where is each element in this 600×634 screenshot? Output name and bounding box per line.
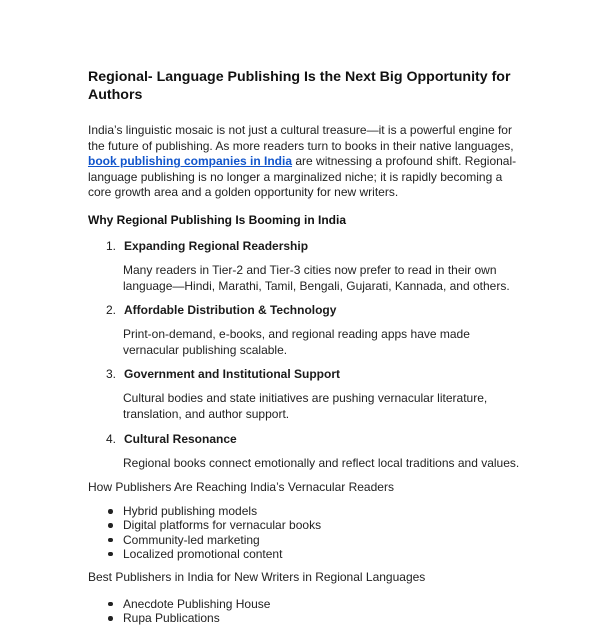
document-title: Regional- Language Publishing Is the Next Big Opportunity for Authors [88,69,511,103]
section1-heading: Why Regional Publishing Is Booming in India [88,212,346,227]
intro-paragraph [88,123,528,201]
list-item [88,547,528,561]
list-item-text: Hybrid publishing models [123,504,258,519]
section3-heading: Best Publishers in India for New Writers in Regional Languages [88,569,426,584]
book-publishing-link[interactable]: book publishing companies in India [88,154,293,169]
intro-text-before: India’s linguistic mosaic is not just a cultural treasure—it is a powerful engine for the future of publishing. As more readers turn to books in their native languages, [88,123,514,153]
reasons-list [88,239,528,471]
bullet-icon [88,547,123,561]
item-title: Cultural Resonance [124,431,237,446]
item-description: Many readers in Tier-2 and Tier-3 cities now prefer to read in their own language—Hindi, Marathi, Tamil, Bengali, Gujarati, Kannada, and others. [123,262,510,293]
list-item [88,611,528,625]
document-page [88,68,528,634]
item-title: Government and Institutional Support [124,367,340,382]
list-item [88,518,528,532]
list-item [88,303,528,358]
item-title: Affordable Distribution & Technology [124,303,337,318]
list-item [88,504,528,518]
item-number: 3. [106,367,117,382]
item-description: Print-on-demand, e-books, and regional reading apps have made vernacular publishing scalable. [123,327,470,357]
list-item [88,239,528,294]
item-title: Expanding Regional Readership [124,238,309,253]
list-item-text: Rupa Publications [123,611,220,626]
list-item [88,367,528,422]
list-item [88,533,528,547]
list-item-text: Community-led marketing [123,532,260,547]
strategies-list [88,504,528,561]
list-item-text: Digital platforms for vernacular books [123,518,322,533]
list-item [88,432,528,472]
item-number: 4. [106,431,117,446]
item-number: 1. [106,238,117,253]
item-number: 2. [106,303,117,318]
list-item-text: Localized promotional content [123,546,283,561]
bullet-icon [88,597,123,611]
bullet-icon [88,533,123,547]
list-item-text: Anecdote Publishing House [123,596,271,611]
publishers-list [88,597,528,625]
item-description: Cultural bodies and state initiatives are pushing vernacular literature, translation, and author support. [123,391,488,421]
section2-heading: How Publishers Are Reaching India’s Vernacular Readers [88,480,394,495]
item-description: Regional books connect emotionally and reflect local traditions and values. [123,455,520,470]
bullet-icon [88,518,123,532]
list-item [88,597,528,611]
bullet-icon [88,504,123,518]
intro-text-after: are witnessing a profound shift. Regional-language publishing is no longer a marginalized niche; it is rapidly becoming a core growth area and a golden opportunity for new writers. [88,154,517,200]
bullet-icon [88,611,123,625]
